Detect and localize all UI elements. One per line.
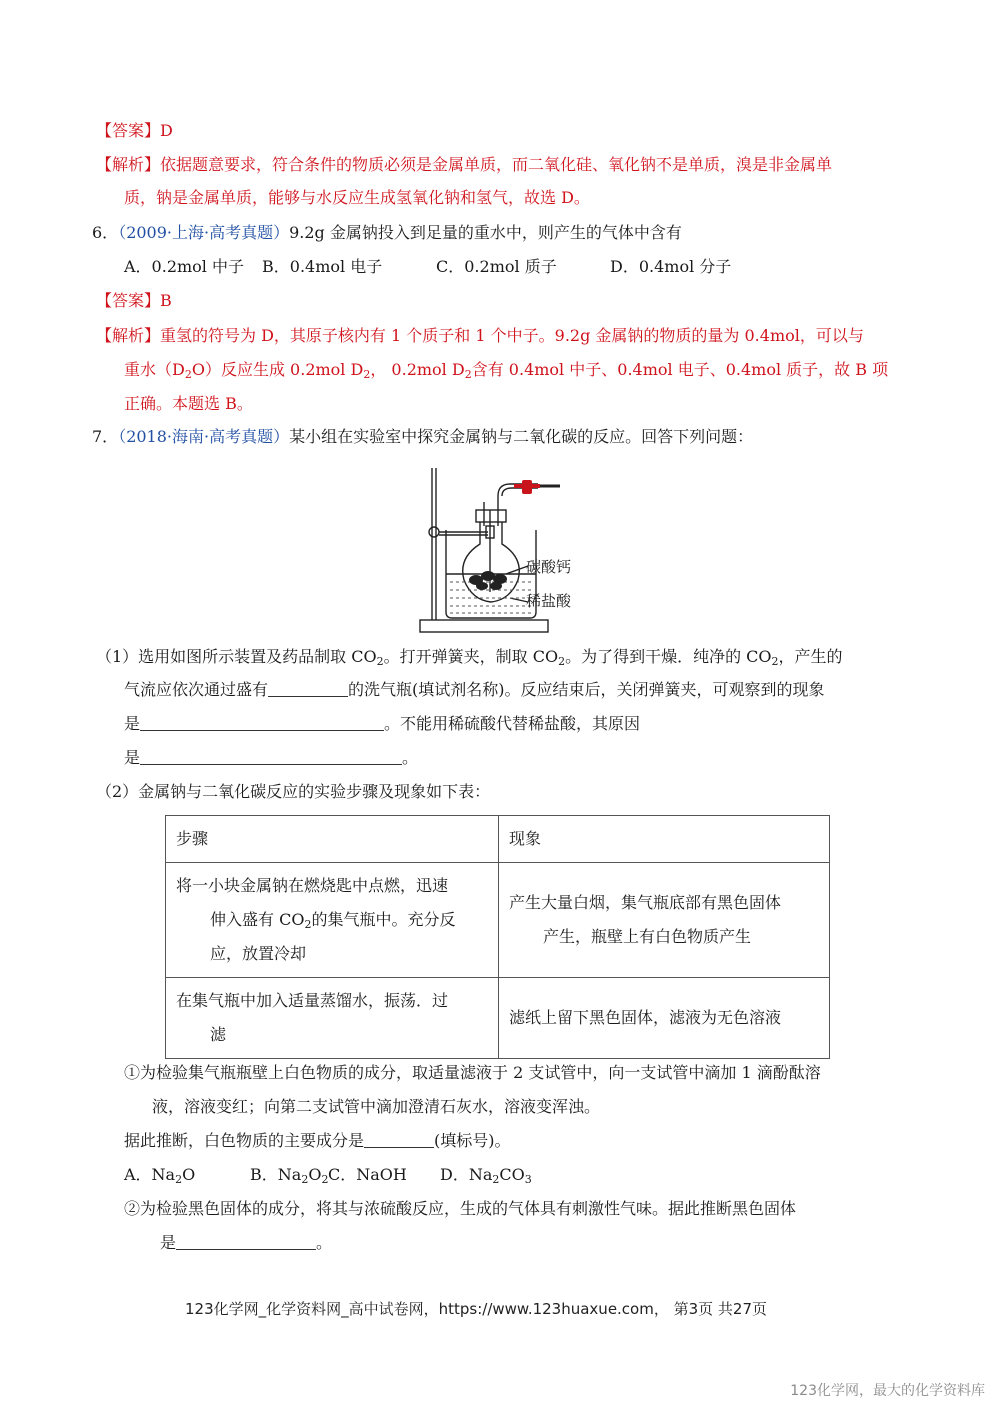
answer-value: D [160, 121, 173, 140]
analysis-label: 【解析】 [96, 155, 161, 174]
q7-s1-line1: ①为检验集气瓶瓶壁上白色物质的成分，取适量滤液于 2 支试管中，向一支试管中滴加 1 滴酚酞溶 [124, 1063, 821, 1082]
q7-s1-line3 [124, 1130, 511, 1152]
subscript: 2 [321, 1173, 329, 1186]
q5-answer [96, 120, 173, 142]
text-seg: 是 [124, 748, 141, 767]
table-row [166, 863, 830, 978]
cell-line: 产生，瓶壁上有白色物质产生 [543, 927, 752, 946]
watermark: 123化学网，最大的化学资料库 [790, 1383, 985, 1399]
subscript: 2 [464, 368, 472, 381]
table-row [166, 978, 830, 1059]
answer-blank-reagent[interactable] [268, 680, 348, 697]
question-text: 9.2g 金属钠投入到足量的重水中，则产生的气体中含有 [289, 223, 682, 242]
subscript: 2 [558, 655, 566, 668]
table-header-row [166, 816, 830, 863]
q6-option-d: D．0.4mol 分子 [610, 257, 732, 276]
text-seg: D．Na [440, 1165, 493, 1184]
text-seg: 伸入盛有 CO [210, 910, 305, 929]
text-seg: 。 [402, 748, 419, 767]
cell-line: 将一小块金属钠在燃烧匙中点燃，迅速 [176, 876, 449, 895]
answer-blank-white-substance[interactable] [364, 1131, 434, 1148]
q5-analysis-line2: 质，钠是金属单质，能够与水反应生成氢氧化钠和氢气，故选 D。 [124, 188, 590, 207]
answer-blank-black-solid[interactable] [176, 1233, 316, 1250]
text-seg: （1）选用如图所示装置及药品制取 CO [96, 647, 377, 666]
analysis-text: 重氢的符号为 D，其原子核内有 1 个质子和 1 个中子。9.2g 金属钠的物质的量为 0.4mol，可以与 [160, 326, 864, 345]
q6-analysis-line2 [124, 359, 888, 381]
cell-line: 在集气瓶中加入适量蒸馏水，振荡．过 [176, 991, 449, 1010]
analysis-seg: 含有 0.4mol 中子、0.4mol 电子、0.4mol 质子，故 B 项 [471, 360, 889, 379]
q6-option-b: B．0.4mol 电子 [262, 257, 383, 276]
text-seg: ，产生的 [778, 647, 843, 666]
row1-observation [499, 863, 830, 978]
q7-option-b [250, 1164, 328, 1186]
text-seg: (填标号)。 [434, 1131, 511, 1150]
subscript: 2 [771, 655, 779, 668]
subscript: 2 [184, 368, 192, 381]
cell-line: 产生大量白烟，集气瓶底部有黑色固体 [509, 893, 782, 912]
text-seg: 是 [160, 1233, 177, 1252]
answer-label: 【答案】 [96, 121, 161, 140]
answer-blank-phenomenon[interactable] [140, 714, 384, 731]
question-number: 6． [92, 223, 119, 242]
q7-part1-line3 [124, 713, 640, 735]
question-source: （2009·上海·高考真题） [118, 223, 290, 242]
q7-s2-line1: ②为检验黑色固体的成分，将其与浓硫酸反应，生成的气体具有刺激性气味。据此推断黑色固体 [124, 1199, 797, 1218]
cell-line: 应，放置冷却 [210, 944, 307, 963]
q6-analysis-line1 [96, 325, 864, 347]
q7-part1-line1 [96, 646, 843, 668]
q7-part2-intro: （2）金属钠与二氧化碳反应的实验步骤及现象如下表： [96, 782, 491, 801]
cell-line [176, 903, 488, 937]
q7-part1-line4 [124, 747, 418, 769]
text-seg: A．Na [124, 1165, 176, 1184]
text-seg: 气流应依次通过盛有 [124, 680, 269, 699]
subscript: 2 [301, 1173, 309, 1186]
page-footer: 123化学网_化学资料网_高中试卷网，https://www.123huaxue.com， 第3页 共27页 [185, 1300, 768, 1318]
analysis-text: 依据题意要求，符合条件的物质必须是金属单质，而二氧化硅、氧化钠不是单质，溴是非金属单 [160, 155, 833, 174]
text-seg: 。不能用稀硫酸代替稀盐酸，其原因 [384, 714, 641, 733]
q6-option-a: A．0.2mol 中子 [124, 257, 245, 276]
text-seg: CO [499, 1165, 525, 1184]
text-seg: 的洗气瓶(填试剂名称)。反应结束后，关闭弹簧夹，可观察到的现象 [348, 680, 825, 699]
q6-answer [96, 290, 172, 312]
q6-option-c: C．0.2mol 质子 [436, 257, 557, 276]
q7-part1-line2 [124, 679, 825, 701]
text-seg: 的集气瓶中。充分反 [311, 910, 456, 929]
subscript: 3 [524, 1173, 532, 1186]
header-observation: 现象 [499, 816, 830, 863]
text-seg: 。为了得到干燥．纯净的 CO [565, 647, 772, 666]
analysis-seg: O）反应生成 0.2mol D [191, 360, 364, 379]
subscript: 2 [175, 1173, 183, 1186]
analysis-seg: ， 0.2mol D [370, 360, 465, 379]
steps-table [165, 815, 830, 1059]
subscript: 2 [304, 918, 312, 931]
row2-observation: 滤纸上留下黑色固体，滤液为无色溶液 [499, 978, 830, 1059]
text-seg: 。打开弹簧夹，制取 CO [383, 647, 559, 666]
header-step: 步骤 [166, 816, 499, 863]
q7-s1-line2: 液，溶液变红；向第二支试管中滴加澄清石灰水，溶液变浑浊。 [152, 1097, 601, 1116]
q7-option-a [124, 1164, 195, 1186]
question-source: （2018·海南·高考真题） [118, 427, 290, 446]
row1-step [166, 863, 499, 978]
text-seg: 据此推断，白色物质的主要成分是 [124, 1131, 365, 1150]
q5-analysis-line1 [96, 154, 832, 176]
q7-stem [92, 426, 753, 448]
text-seg: 是 [124, 714, 141, 733]
answer-blank-reason[interactable] [140, 748, 402, 765]
q7-option-d [440, 1164, 532, 1186]
analysis-label: 【解析】 [96, 326, 161, 345]
subscript: 2 [376, 655, 384, 668]
text-seg: B．Na [250, 1165, 302, 1184]
label-calcium-carbonate: 碳酸钙 [526, 558, 572, 576]
text-seg: 。 [316, 1233, 333, 1252]
q7-s2-line2 [160, 1232, 332, 1254]
question-text: 某小组在实验室中探究金属钠与二氧化碳的反应。回答下列问题： [289, 427, 754, 446]
answer-value: B [160, 291, 172, 310]
row2-step [166, 978, 499, 1059]
q7-option-c: C．NaOH [328, 1165, 407, 1184]
q6-analysis-line3: 正确。本题选 B。 [124, 394, 253, 413]
answer-label: 【答案】 [96, 291, 161, 310]
subscript: 2 [492, 1173, 500, 1186]
cell-line: 滤 [210, 1025, 227, 1044]
subscript: 2 [363, 368, 371, 381]
label-dilute-hcl: 稀盐酸 [526, 592, 572, 610]
text-seg: O [308, 1165, 322, 1184]
text-seg: O [182, 1165, 196, 1184]
analysis-seg: 重水（D [124, 360, 185, 379]
question-number: 7． [92, 427, 119, 446]
q6-stem [92, 222, 682, 244]
